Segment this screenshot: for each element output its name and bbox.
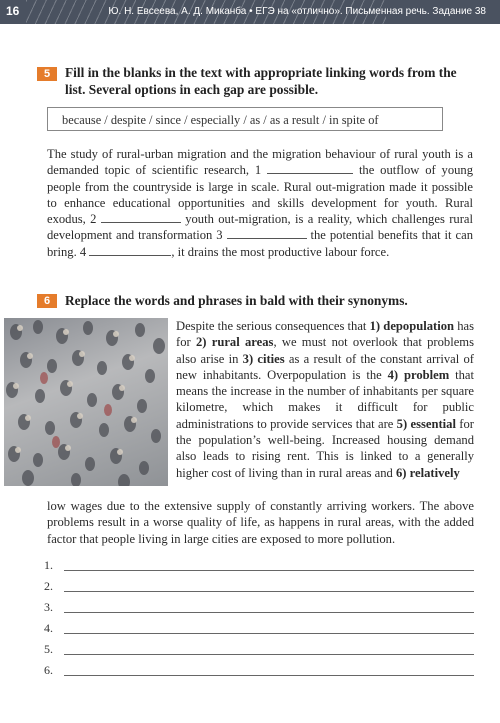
text-part-5: , it drains the most productive labour force. bbox=[171, 244, 390, 259]
answer-line-5[interactable] bbox=[44, 642, 474, 658]
answer-line-3[interactable] bbox=[44, 600, 474, 616]
text-seg-7: low wages due to the extensive supply of constantly arriving workers. The above problems result in a worse quality of life, as happens in rural areas, with the added factor that people living in large cities are exposed to more pollution. bbox=[47, 499, 474, 546]
task-5-text bbox=[47, 146, 473, 260]
answer-line-4[interactable] bbox=[44, 621, 474, 637]
text-part-1: The study of rural-urban migration and the migration behaviour of rural youth is a demanded topic of scientific research, 1 bbox=[47, 147, 473, 178]
answer-label-2: 2. bbox=[44, 579, 53, 593]
crowd-illustration bbox=[4, 318, 168, 486]
page-header bbox=[0, 0, 500, 24]
bold-term-5: 5) essential bbox=[396, 416, 456, 431]
text-seg-4: as a result of the constant arrival of new inhabitants. Overpopulation is the bbox=[176, 351, 474, 382]
text-part-3: youth out-migration, is a reality, which challenges rural development and transformation 3 bbox=[47, 212, 473, 243]
task-6-title: Replace the words and phrases in bald with their synonyms. bbox=[65, 293, 408, 308]
blank-4[interactable] bbox=[89, 244, 171, 256]
task-6-number: 6 bbox=[37, 294, 57, 308]
text-seg-1: Despite the serious consequences that bbox=[176, 319, 370, 333]
answer-label-4: 4. bbox=[44, 621, 53, 635]
answer-label-1: 1. bbox=[44, 558, 53, 572]
text-seg-3: , we must not overlook that problems also arise in bbox=[176, 335, 474, 366]
text-seg-2: has for bbox=[176, 319, 474, 350]
linking-words-box: because / despite / since / especially / as / as a result / in spite of bbox=[47, 107, 443, 131]
running-title: Ю. Н. Евсеева, А. Д. Миканба • ЕГЭ на «отлично». Письменная речь. Задание 38 bbox=[108, 6, 486, 17]
answer-label-5: 5. bbox=[44, 642, 53, 656]
answer-line-2[interactable] bbox=[44, 579, 474, 595]
task-6-text-wrapped bbox=[176, 318, 474, 481]
bold-term-6: 6) relatively bbox=[395, 465, 460, 480]
task-5-title: Fill in the blanks in the text with appropriate linking words from the list. Several options in each gap are possible. bbox=[65, 65, 457, 97]
answer-line-1[interactable] bbox=[44, 558, 474, 574]
text-seg-6: for the population’s well-being. Increased housing demand also leads to rising rent. This is linked to a generally higher cost of living than in rural areas and bbox=[176, 416, 474, 480]
task-6-text-full bbox=[47, 498, 474, 547]
text-part-4: the potential benefits that it can bring. 4 bbox=[47, 228, 473, 259]
task-5-number: 5 bbox=[37, 67, 57, 81]
bold-term-1: 1) depopulation bbox=[369, 319, 455, 333]
answer-label-6: 6. bbox=[44, 663, 53, 677]
answer-label-3: 3. bbox=[44, 600, 53, 614]
answer-line-6[interactable] bbox=[44, 663, 474, 679]
text-part-2: the outflow of young people from the countryside is large in scale. Rural out-migration made it possible to enhance educational opportunities and skills development for youth. Rural exodus, 2 bbox=[47, 163, 474, 227]
page-number: 16 bbox=[6, 4, 20, 18]
bold-term-2: 2) rural areas bbox=[195, 335, 274, 350]
bold-term-3: 3) cities bbox=[242, 351, 285, 366]
blank-1[interactable] bbox=[267, 162, 353, 174]
blank-2[interactable] bbox=[101, 211, 181, 223]
crowd-photo bbox=[4, 318, 168, 486]
bold-term-4: 4) problem bbox=[387, 367, 450, 382]
blank-3[interactable] bbox=[227, 227, 307, 239]
text-seg-5: that means the increase in the number of inhabitants per square kilometre, which makes it difficult for public administrations to provide services that are bbox=[176, 367, 474, 431]
